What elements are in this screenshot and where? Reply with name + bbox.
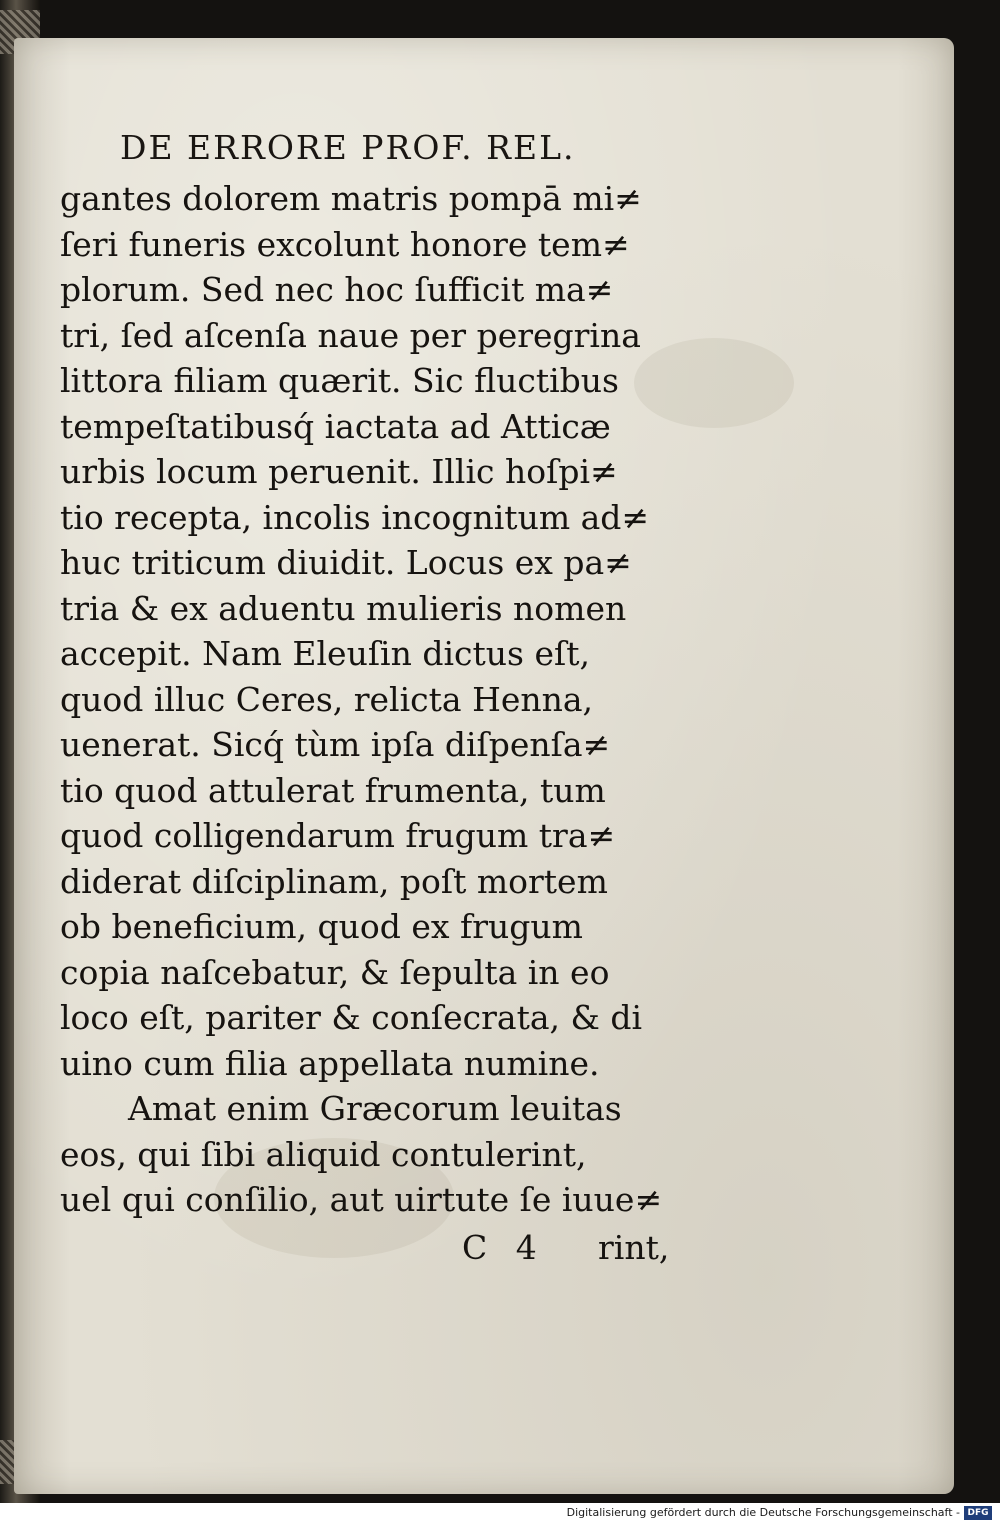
text-line: loco eſt, pariter & conſecrata, & di — [60, 998, 643, 1037]
text-line: uenerat. Sicq́ tùm ipſa diſpenſa≠ — [60, 725, 611, 764]
text-line: quod illuc Ceres, relicta Henna, — [60, 679, 594, 719]
text-line: gantes dolorem matris pompā mi≠ — [60, 179, 642, 218]
text-line: ſeri funeris excolunt honore tem≠ — [60, 224, 630, 264]
footer-bar — [0, 1503, 1000, 1523]
text-line: uino cum filia appellata numine. — [60, 1043, 600, 1083]
funding-credit: Digitalisierung gefördert durch die Deutsche Forschungsgemeinschaft - — [566, 1506, 960, 1519]
paragraph-start-line: Amat enim Græcorum leuitas — [128, 1089, 622, 1128]
signature-mark: C 4 — [462, 1228, 537, 1267]
text-line: huc triticum diuidit. Locus ex pa≠ — [60, 543, 632, 582]
text-line: copia naſcebatur, & ſepulta in eo — [60, 952, 610, 992]
text-line: tio recepta, incolis incognitum ad≠ — [60, 497, 650, 537]
text-line: littora filiam quærit. Sic fluctibus — [60, 361, 619, 400]
text-line: urbis locum peruenit. Illic hoſpi≠ — [60, 452, 618, 491]
text-line: tri, ſed aſcenſa naue per peregrina — [60, 315, 641, 355]
catchword: rint, — [598, 1228, 670, 1267]
dfg-logo-icon: DFG — [964, 1506, 992, 1520]
running-head: DE ERRORE PROF. REL. — [120, 128, 576, 167]
text-line: tempeſtatibusq́ iactata ad Atticæ — [60, 406, 611, 446]
text-line: tria & ex aduentu mulieris nomen — [60, 588, 627, 628]
text-line: plorum. Sed nec hoc ſufficit ma≠ — [60, 270, 614, 309]
text-line: quod colligendarum frugum tra≠ — [60, 816, 616, 855]
text-line: diderat diſciplinam, poſt mortem — [60, 861, 608, 901]
text-line: ob beneficium, quod ex frugum — [60, 907, 583, 946]
text-line: eos, qui ſibi aliquid contulerint, — [60, 1134, 587, 1174]
text-line: accepit. Nam Eleuſin dictus eſt, — [60, 634, 590, 673]
text-line: tio quod attulerat frumenta, tum — [60, 770, 606, 810]
text-line: uel qui conſilio, aut uirtute ſe iuue≠ — [60, 1180, 663, 1219]
body-text — [60, 176, 680, 1223]
